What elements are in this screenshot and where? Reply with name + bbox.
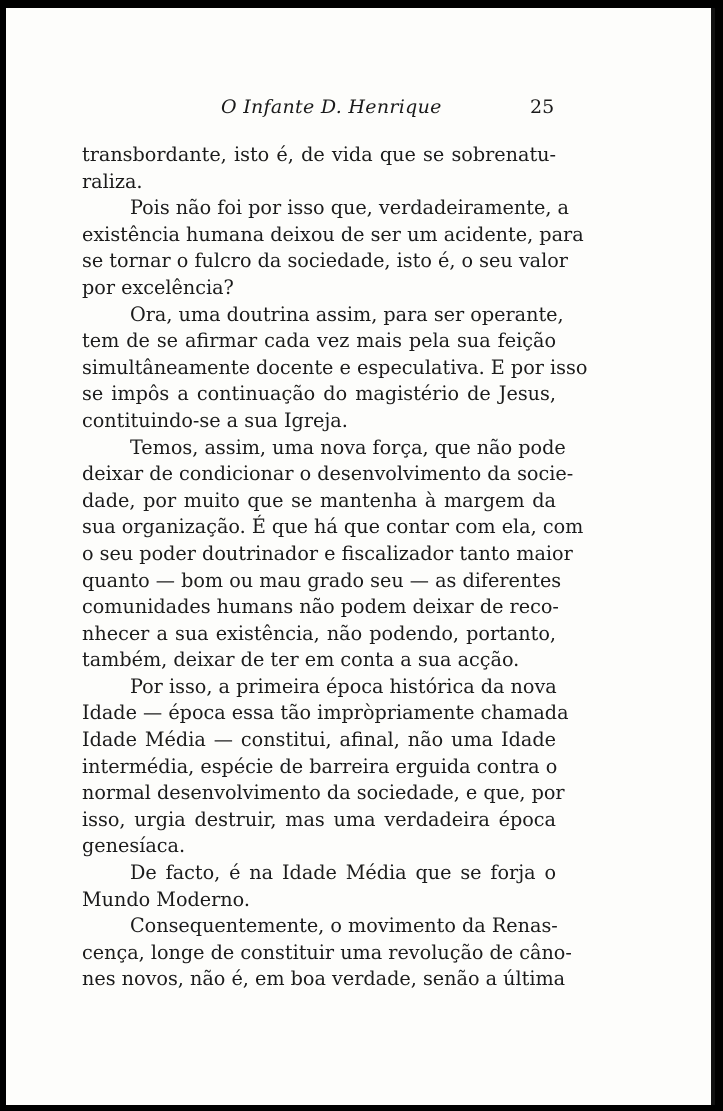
text-line: Pois não foi por isso que, verdadeiramente, a (130, 196, 569, 220)
text-line: dade, por muito que se mantenha à margem da (82, 488, 556, 512)
text-line: comunidades humans não podem deixar de reco- (82, 595, 559, 619)
text-line: Mundo Moderno. (82, 887, 250, 911)
text-line: transbordante, isto é, de vida que se sobrenatu- (82, 143, 556, 166)
text-line: isso, urgia destruir, mas uma verdadeira época (82, 807, 556, 831)
text-line: Consequentemente, o movimento da Renas- (130, 914, 558, 938)
text-line: genesíaca. (82, 834, 186, 858)
text-line: sua organização. É que há que contar com ela, com (82, 515, 584, 539)
text-line: se impôs a continuação do magistério de Jesus, (82, 382, 556, 406)
text-line: Idade Média — constitui, afinal, não uma Idade (82, 728, 556, 752)
text-line: existência humana deixou de ser um acidente, para (82, 222, 584, 246)
text-line: nhecer a sua existência, não podendo, portanto, (82, 621, 556, 645)
text-line: por excelência? (82, 275, 234, 299)
text-line: De facto, é na Idade Média que se forja o (130, 861, 556, 885)
text-line: Idade — época essa tão impròpriamente chamada (82, 701, 569, 725)
page-header (6, 96, 711, 124)
page-number: 25 (530, 96, 555, 118)
text-line: tem de se afirmar cada vez mais pela sua feição (82, 329, 556, 353)
text-line: nes novos, não é, em boa verdade, senão a última (82, 967, 566, 991)
text-line: Ora, uma doutrina assim, para ser operante, (130, 302, 564, 326)
book-page (6, 8, 715, 1105)
text-line: o seu poder doutrinador e fiscalizador tanto maior (82, 541, 573, 565)
text-line: simultâneamente docente e especulativa. E por isso (82, 355, 588, 379)
text-line: Por isso, a primeira época histórica da nova (130, 674, 557, 698)
text-line: contituindo-se a sua Igreja. (82, 408, 348, 432)
text-line: deixar de condicionar o desenvolvimento da socie- (82, 462, 574, 486)
text-line: raliza. (82, 169, 143, 193)
text-line: Temos, assim, uma nova força, que não pode (130, 435, 566, 459)
body-text (82, 142, 588, 993)
text-line: intermédia, espécie de barreira erguida contra o (82, 754, 558, 778)
text-line: normal desenvolvimento da sociedade, e que, por (82, 781, 565, 805)
text-line: quanto — bom ou mau grado seu — as diferentes (82, 568, 562, 592)
text-line: também, deixar de ter em conta a sua acção. (82, 648, 520, 672)
text-line: se tornar o fulcro da sociedade, isto é, o seu valor (82, 249, 568, 273)
running-title: O Infante D. Henrique (221, 96, 442, 118)
text-line: cença, longe de constituir uma revolução de câno- (82, 940, 572, 964)
